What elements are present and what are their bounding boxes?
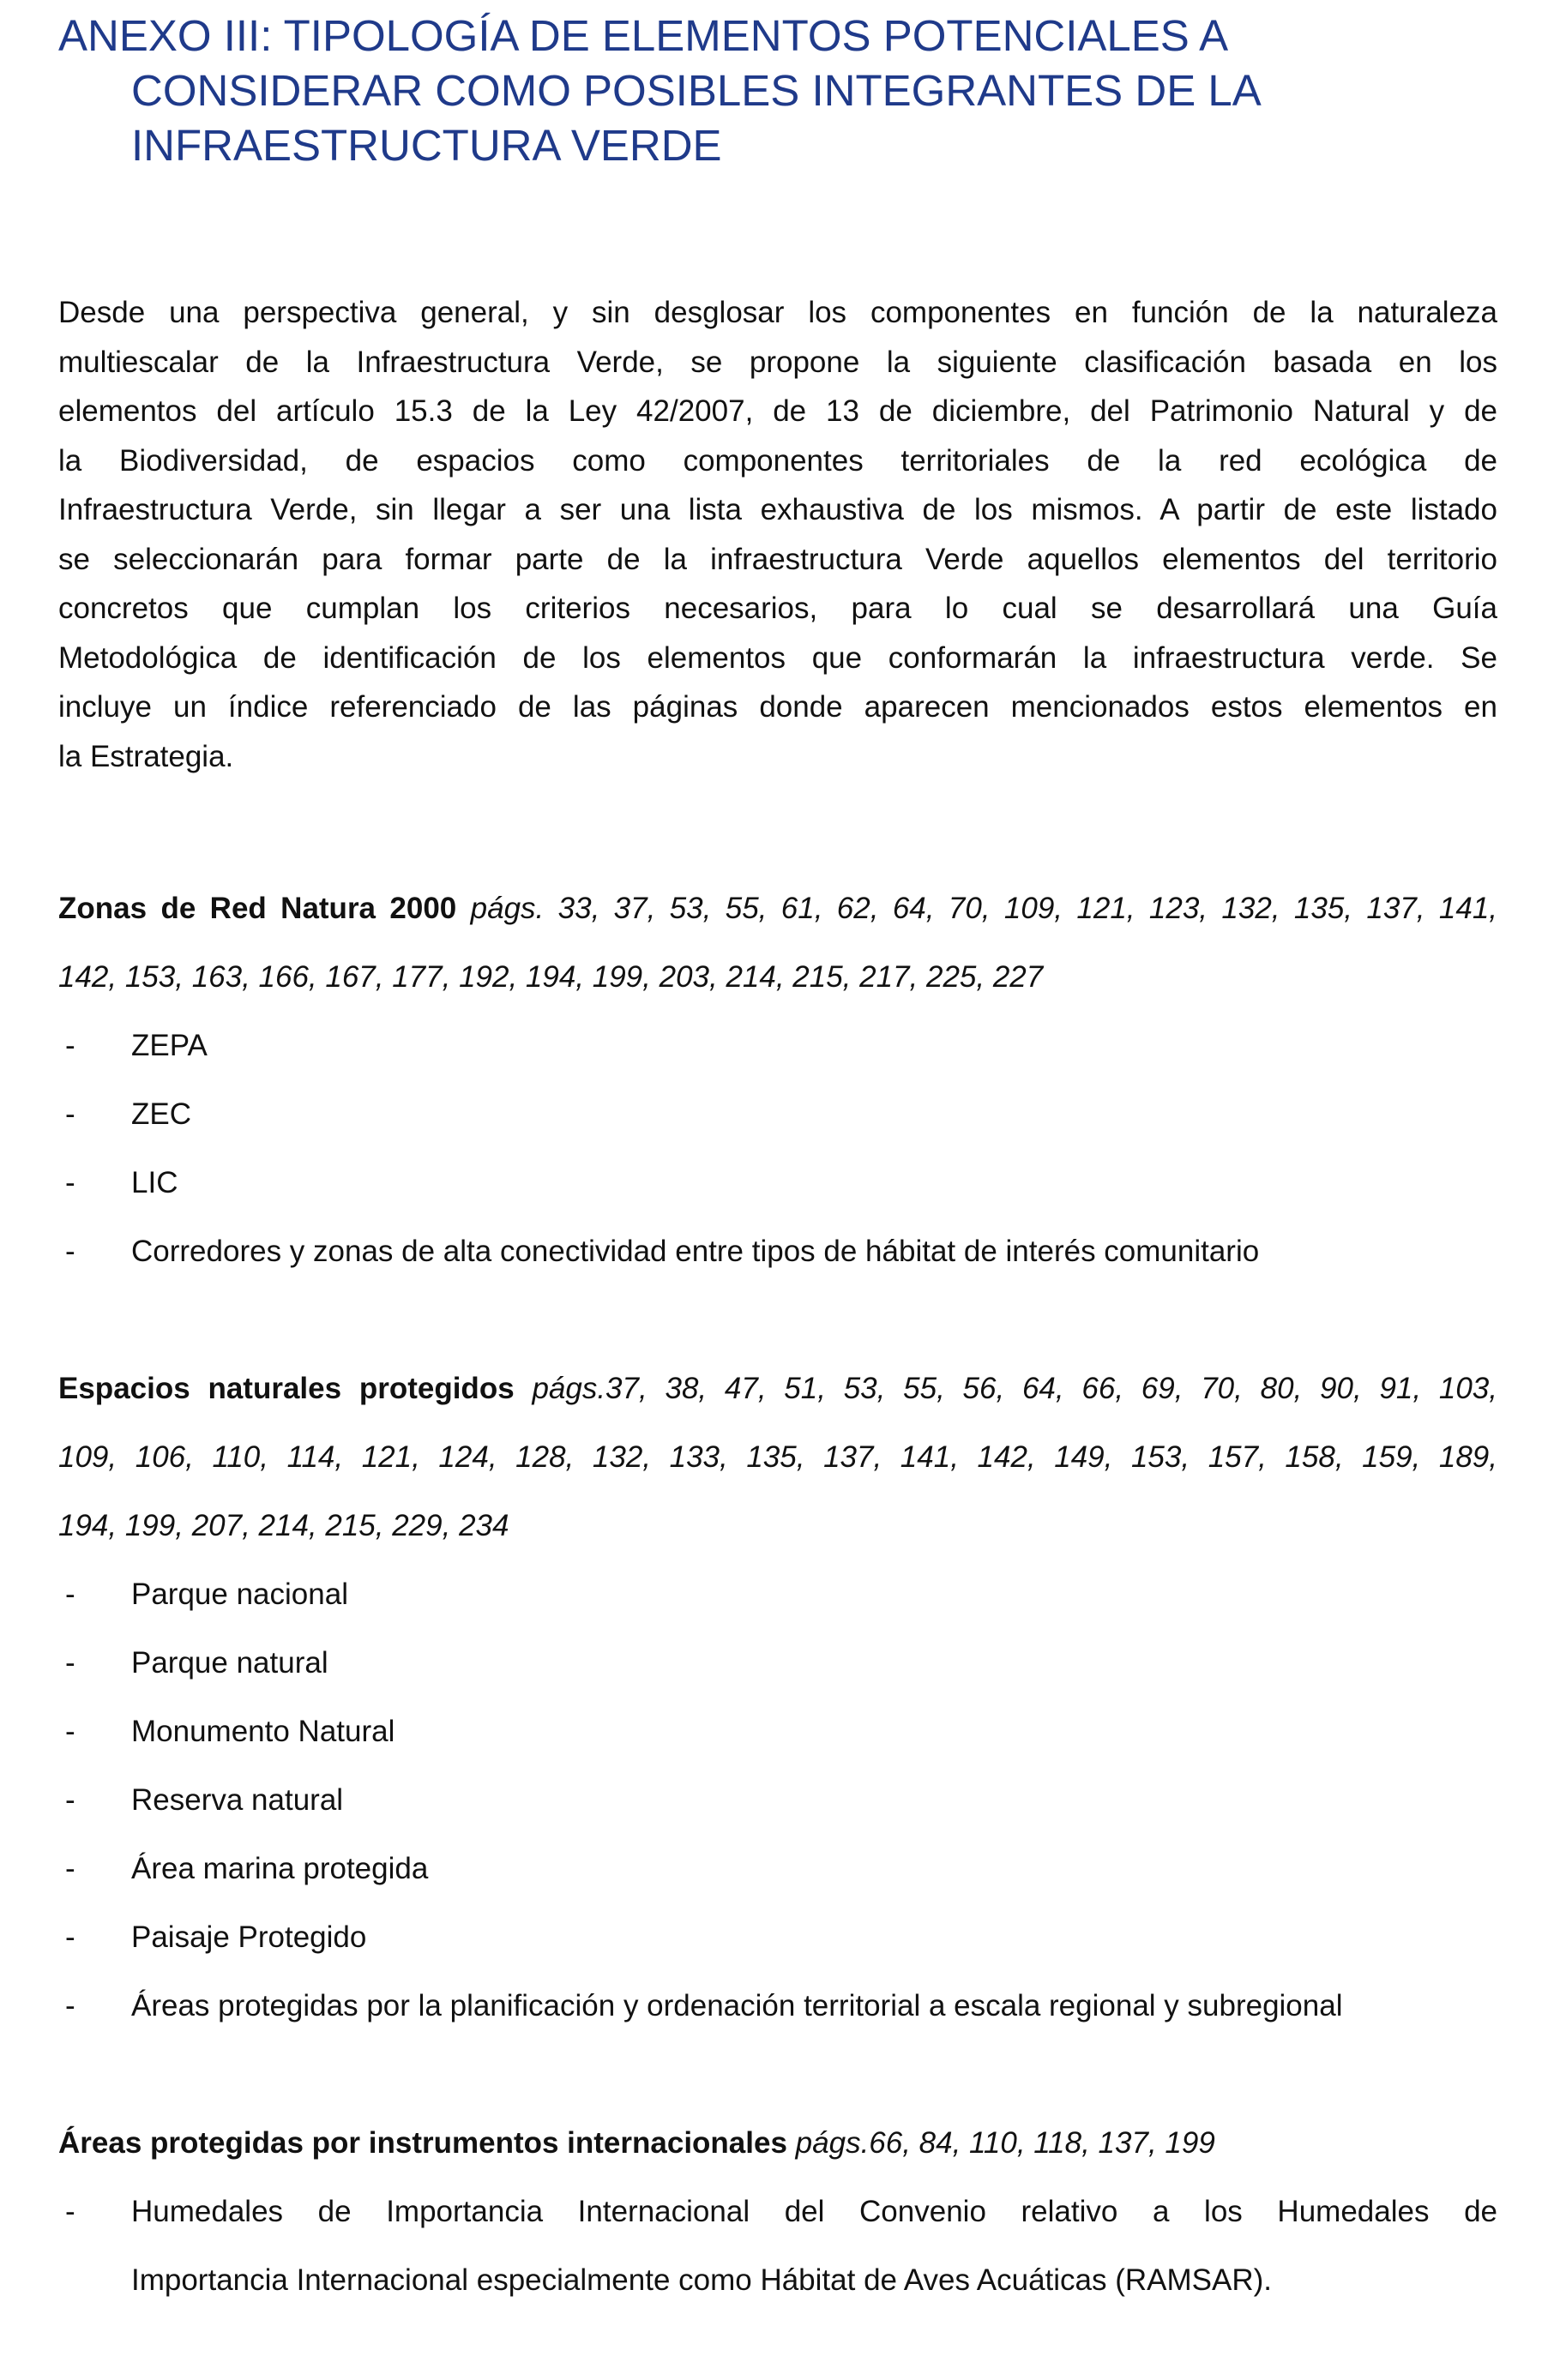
title-line: ANEXO III: TIPOLOGÍA DE ELEMENTOS POTENCIALES A [58, 11, 1229, 60]
title-line: INFRAESTRUCTURA VERDE [131, 121, 722, 170]
page-references: págs.66, 84, 110, 118, 137, 199 [795, 2126, 1215, 2160]
section-heading-line [58, 943, 1497, 1012]
intro-line: elementos del artículo 15.3 de la Ley 42/2007, de 13 de diciembre, del Patrimonio Natural y de [58, 394, 1497, 428]
intro-paragraph [58, 288, 1497, 781]
intro-line: Infraestructura Verde, sin llegar a ser una lista exhaustiva de los mismos. A partir de este listado [58, 493, 1497, 526]
dash-bullet: - [65, 1029, 75, 1062]
list-item: - Monumento Natural [58, 1698, 1497, 1766]
section-title: Espacios naturales protegidos [58, 1372, 515, 1405]
page-references: 142, 153, 163, 166, 167, 177, 192, 194, 199, 203, 214, 215, 217, 225, 227 [58, 960, 1044, 994]
dash-bullet: - [65, 1783, 75, 1817]
page-references: págs. 33, 37, 53, 55, 61, 62, 64, 70, 109, 121, 123, 132, 135, 137, 141, [470, 892, 1498, 925]
dash-bullet: - [65, 1920, 75, 1954]
page-title [58, 9, 1516, 173]
list-item: - LIC [58, 1149, 1497, 1217]
list-item: - Paisaje Protegido [58, 1903, 1497, 1972]
dash-bullet: - [65, 1989, 75, 2022]
list-item: - Corredores y zonas de alta conectividad entre tipos de hábitat de interés comunitario [58, 1217, 1497, 1286]
section-heading [58, 874, 1497, 1012]
dash-bullet: - [65, 1166, 75, 1199]
intro-line: multiescalar de la Infraestructura Verde, se propone la siguiente clasificación basada en los [58, 345, 1497, 379]
list-item: - Áreas protegidas por la planificación y ordenación territorial a escala regional y subregional [58, 1972, 1497, 2040]
list-item: - ZEPA [58, 1012, 1497, 1080]
dash-bullet: - [65, 1578, 75, 1611]
section-areas-protegidas-internacionales [58, 2109, 1497, 2315]
intro-line: incluye un índice referenciado de las páginas donde aparecen mencionados estos elementos en [58, 690, 1497, 724]
intro-line: Metodológica de identificación de los elementos que conformarán la infraestructura verde. Se [58, 640, 1497, 675]
section-heading [58, 2109, 1497, 2178]
title-line: CONSIDERAR COMO POSIBLES INTEGRANTES DE LA [131, 66, 1262, 115]
section-heading [58, 1355, 1497, 1560]
section-title: Áreas protegidas por instrumentos internacionales [58, 2126, 787, 2160]
dash-bullet: - [65, 1852, 75, 1885]
section-title: Zonas de Red Natura 2000 [58, 892, 457, 925]
list-item: - Humedales de Importancia Internacional del Convenio relativo a los Humedales de Importancia Internacional especialmente como Hábitat de Aves Acuáticas (RAMSAR). [58, 2178, 1497, 2315]
list-item: - ZEC [58, 1080, 1497, 1149]
list-item: - Área marina protegida [58, 1835, 1497, 1903]
item-list [58, 1012, 1497, 1286]
section-heading-line [58, 1355, 1497, 1423]
section-heading-line [58, 1423, 1497, 1492]
dash-bullet: - [65, 1715, 75, 1748]
dash-bullet: - [65, 1646, 75, 1680]
intro-line: la Biodiversidad, de espacios como componentes territoriales de la red ecológica de [58, 443, 1497, 478]
intro-line: Desde una perspectiva general, y sin desglosar los componentes en función de la naturaleza [58, 296, 1497, 329]
dash-bullet: - [65, 2195, 75, 2228]
list-item: - Parque nacional [58, 1560, 1497, 1629]
dash-bullet: - [65, 1097, 75, 1131]
intro-line: se seleccionarán para formar parte de la infraestructura Verde aquellos elementos del territorio [58, 542, 1497, 576]
list-item: - Reserva natural [58, 1766, 1497, 1835]
section-heading-line [58, 874, 1497, 943]
intro-line: concretos que cumplan los criterios necesarios, para lo cual se desarrollará una Guía [58, 592, 1497, 625]
dash-bullet: - [65, 1235, 75, 1268]
intro-line: la Estrategia. [58, 739, 234, 773]
item-list [58, 1560, 1497, 2040]
item-list [58, 2178, 1497, 2315]
section-red-natura-2000 [58, 874, 1497, 1286]
page-references: 109, 106, 110, 114, 121, 124, 128, 132, 133, 135, 137, 141, 142, 149, 153, 157, 158, 159, 189, [58, 1440, 1497, 1474]
page-references: págs.37, 38, 47, 51, 53, 55, 56, 64, 66, 69, 70, 80, 90, 91, 103, [532, 1372, 1497, 1405]
section-espacios-naturales-protegidos [58, 1355, 1497, 2040]
page-references: 194, 199, 207, 214, 215, 229, 234 [58, 1509, 509, 1542]
section-heading-line [58, 2109, 1497, 2178]
section-heading-line [58, 1492, 1497, 1560]
list-item: - Parque natural [58, 1629, 1497, 1698]
